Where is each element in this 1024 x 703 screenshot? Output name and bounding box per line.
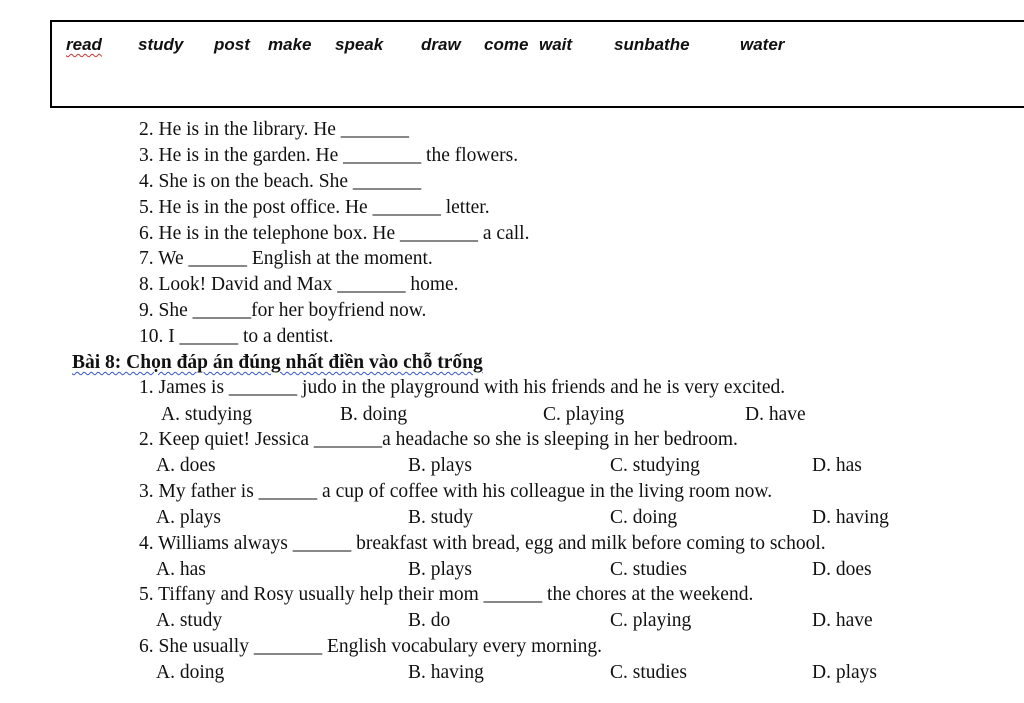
question-5-option-c: C. playing xyxy=(610,610,692,631)
word-speak: speak xyxy=(335,35,384,54)
question-1-option-c: C. playing xyxy=(543,404,625,425)
word-study: study xyxy=(138,35,184,54)
word-make: make xyxy=(268,35,312,54)
question-1-option-a: A. studying xyxy=(161,404,253,425)
question-6-option-a: A. doing xyxy=(156,662,225,683)
question-2-option-c: C. studying xyxy=(610,455,700,476)
exercise8-title: Bài 8: Chọn đáp án đúng nhất điền vào chỗ trống xyxy=(72,352,483,373)
question-3-option-a: A. plays xyxy=(156,507,221,528)
exercise7-item-5: 5. He is in the post office. He _______ letter. xyxy=(139,197,490,218)
question-4-option-d: D. does xyxy=(812,559,872,580)
question-2-option-d: D. has xyxy=(812,455,862,476)
question-5: 5. Tiffany and Rosy usually help their mom ______ the chores at the weekend. xyxy=(139,584,754,605)
question-2-option-a: A. does xyxy=(156,455,216,476)
question-4-option-c: C. studies xyxy=(610,559,687,580)
exercise7-item-6: 6. He is in the telephone box. He ________ a call. xyxy=(139,223,530,244)
exercise7-item-4: 4. She is on the beach. She _______ xyxy=(139,171,422,192)
question-6-option-b: B. having xyxy=(408,662,484,683)
question-3: 3. My father is ______ a cup of coffee with his colleague in the living room now. xyxy=(139,481,773,502)
question-5-option-d: D. have xyxy=(812,610,873,631)
word-water: water xyxy=(740,35,785,54)
question-6-option-c: C. studies xyxy=(610,662,687,683)
exercise7-item-7: 7. We ______ English at the moment. xyxy=(139,248,433,269)
word-wait: wait xyxy=(539,35,573,54)
word-read: read xyxy=(66,35,102,54)
question-3-option-d: D. having xyxy=(812,507,889,528)
question-4-option-b: B. plays xyxy=(408,559,472,580)
question-3-option-c: C. doing xyxy=(610,507,678,528)
exercise7-item-10: 10. I ______ to a dentist. xyxy=(139,326,334,347)
exercise7-item-2: 2. He is in the library. He _______ xyxy=(139,119,410,140)
word-come: come xyxy=(484,35,529,54)
word-post: post xyxy=(214,35,250,54)
question-1: 1. James is _______ judo in the playground with his friends and he is very excited. xyxy=(139,377,786,398)
question-4: 4. Williams always ______ breakfast with bread, egg and milk before coming to school. xyxy=(139,533,826,554)
question-2-option-b: B. plays xyxy=(408,455,472,476)
question-1-option-b: B. doing xyxy=(340,404,408,425)
question-3-option-b: B. study xyxy=(408,507,474,528)
question-5-option-a: A. study xyxy=(156,610,223,631)
question-6-option-d: D. plays xyxy=(812,662,877,683)
word-sunbathe: sunbathe xyxy=(614,35,690,54)
question-1-option-d: D. have xyxy=(745,404,806,425)
question-5-option-b: B. do xyxy=(408,610,451,631)
question-6: 6. She usually _______ English vocabulary every morning. xyxy=(139,636,603,657)
word-box xyxy=(50,20,1024,108)
exercise7-item-8: 8. Look! David and Max _______ home. xyxy=(139,274,459,295)
word-draw: draw xyxy=(421,35,461,54)
exercise7-item-9: 9. She ______for her boyfriend now. xyxy=(139,300,427,321)
question-2: 2. Keep quiet! Jessica _______a headache so she is sleeping in her bedroom. xyxy=(139,429,738,450)
question-4-option-a: A. has xyxy=(156,559,206,580)
exercise7-item-3: 3. He is in the garden. He ________ the flowers. xyxy=(139,145,519,166)
